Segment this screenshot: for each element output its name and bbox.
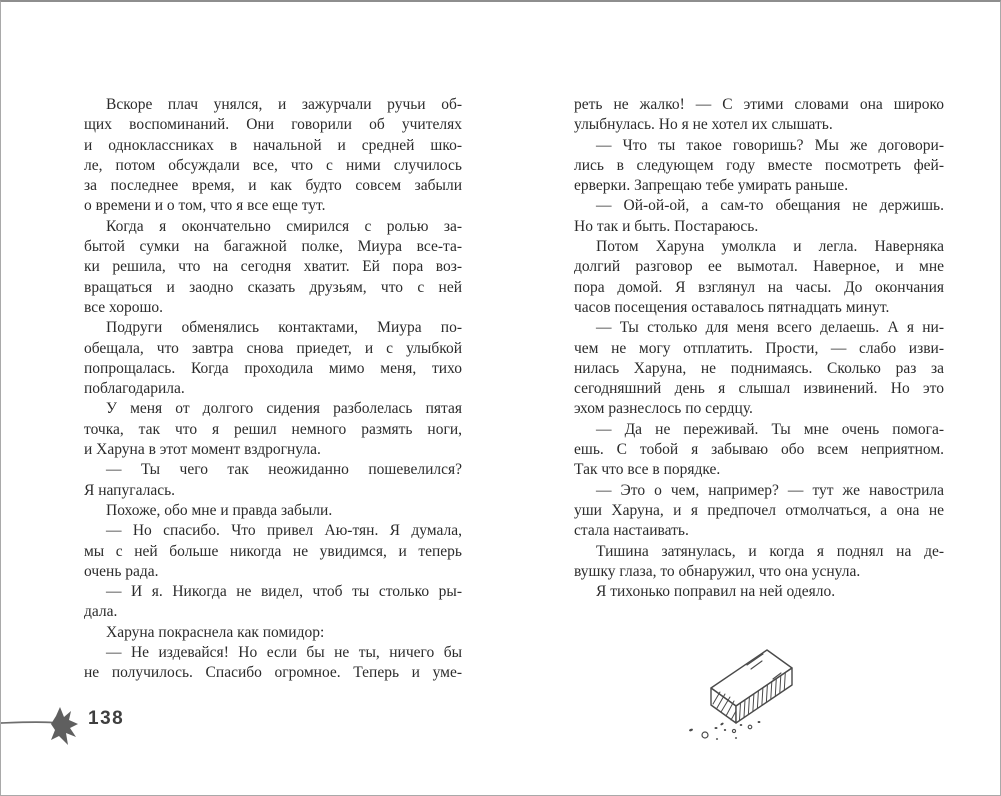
text-line: Я напугалась. bbox=[84, 481, 176, 499]
paragraph bbox=[84, 623, 462, 643]
text-line: — Это о чем, например? — тут же навострила bbox=[596, 481, 944, 499]
text-line: ки решила, что на сегодня хватит. Ей пора воз- bbox=[84, 258, 462, 276]
paragraph bbox=[574, 318, 944, 419]
paragraph bbox=[574, 481, 944, 542]
paragraph bbox=[84, 521, 462, 582]
text-line: Потом Харуна умолкла и легла. Наверняка bbox=[596, 238, 944, 256]
text-line: сегодняшний день я слышал извинений. Но это bbox=[574, 380, 944, 398]
sprig-ornament-icon bbox=[1, 704, 85, 752]
text-line: Похоже, обо мне и правда забыли. bbox=[106, 501, 333, 519]
text-line: Когда я окончательно смирился с ролью за- bbox=[106, 217, 462, 235]
text-line: эхом разнеслось по сердцу. bbox=[574, 400, 753, 418]
text-line: У меня от долгого сидения разболелась пятая bbox=[106, 400, 462, 418]
right-page-text bbox=[574, 95, 944, 602]
text-line: — Но спасибо. Что привел Аю-тян. Я думала, bbox=[106, 522, 462, 540]
text-line: улыбнулась. Но я не хотел их слышать. bbox=[574, 116, 833, 134]
paragraph bbox=[84, 582, 462, 623]
paragraph bbox=[84, 217, 462, 318]
paragraph bbox=[574, 136, 944, 197]
text-line: Подруги обменялись контактами, Миура по- bbox=[106, 319, 462, 337]
text-line: — Что ты такое говоришь? Мы же договори- bbox=[596, 136, 944, 154]
text-line: Вскоре плач унялся, и зажурчали ручьи об- bbox=[106, 96, 462, 113]
left-page-text bbox=[84, 95, 462, 684]
paragraph bbox=[574, 237, 944, 318]
text-line: — И я. Никогда не видел, чтоб ты столько ры- bbox=[106, 583, 462, 601]
paragraph bbox=[574, 95, 944, 136]
paragraph bbox=[574, 420, 944, 481]
text-line: ерверки. Запрещаю тебе умирать раньше. bbox=[574, 177, 849, 195]
text-line: нилась Харуна, не поднимаясь. Сколько раз за bbox=[574, 359, 944, 377]
eraser-crumbs bbox=[689, 721, 760, 740]
text-line: Харуна покраснела как помидор: bbox=[106, 623, 325, 641]
text-line: все хорошо. bbox=[84, 298, 164, 316]
paragraph bbox=[574, 542, 944, 583]
text-line: Но так и быть. Постараюсь. bbox=[574, 217, 759, 235]
text-line: щих воспоминаний. Они говорили об учителях bbox=[84, 116, 462, 134]
text-line: мы с ней больше никогда не увидимся, и теперь bbox=[84, 542, 462, 560]
paragraph bbox=[84, 399, 462, 460]
text-line: поблагодарила. bbox=[84, 380, 185, 398]
eraser-sketch-illustration bbox=[689, 632, 804, 747]
text-line: ле, потом обсуждали все, что с ними случилось bbox=[84, 156, 462, 174]
text-line: — Не издевайся! Но если бы не ты, ничего бы bbox=[106, 644, 462, 662]
text-line: — Ты чего так неожиданно пошевелился? bbox=[106, 461, 462, 479]
paragraph bbox=[84, 501, 462, 521]
text-line: вушку глаза, то обнаружил, что она уснула. bbox=[574, 562, 861, 580]
paragraph bbox=[574, 582, 944, 602]
text-line: за последнее время, и как будто совсем забыли bbox=[84, 177, 462, 195]
paragraph bbox=[84, 318, 462, 399]
text-line: лись в следующем году вместе посмотреть фей- bbox=[574, 156, 944, 174]
text-line: дала. bbox=[84, 603, 118, 621]
text-line: Так что все в порядке. bbox=[574, 461, 721, 479]
text-line: — Ой-ой-ой, а сам-то обещания не держишь. bbox=[596, 197, 944, 215]
text-line: и Харуна в этот момент вздрогнула. bbox=[84, 441, 321, 459]
text-line: попрощалась. Когда проходила мимо меня, тихо bbox=[84, 359, 462, 377]
text-line: — Ты столько для меня всего делаешь. А я ни- bbox=[596, 319, 944, 337]
text-line: пора домой. Я взглянул на часы. До окончания bbox=[574, 278, 944, 296]
text-line: часов посещения оставалось пятнадцать минут. bbox=[574, 298, 890, 316]
text-line: уши Харуна, и я предпочел отмолчаться, а она не bbox=[574, 501, 944, 519]
text-line: вращаться и заодно сказать друзьям, что с ней bbox=[84, 278, 462, 296]
paragraph bbox=[84, 643, 462, 684]
text-line: стала настаивать. bbox=[574, 522, 689, 540]
paragraph bbox=[574, 196, 944, 237]
page-number: 138 bbox=[88, 708, 125, 729]
paragraph bbox=[84, 460, 462, 501]
text-line: долгий разговор ее вымотал. Наверное, и мне bbox=[574, 258, 944, 276]
text-line: точка, так что я решил немного размять ноги, bbox=[84, 420, 462, 438]
text-line: бытой сумки на багажной полке, Миура все-та- bbox=[84, 238, 462, 256]
text-line: — Да не переживай. Ты мне очень помога- bbox=[596, 420, 944, 438]
text-line: ешь. С тобой я забываю обо всем неприятном. bbox=[574, 441, 944, 459]
text-line: очень рада. bbox=[84, 562, 159, 580]
text-line: обещала, что завтра снова приедет, и с улыбкой bbox=[84, 339, 462, 357]
text-line: не получилось. Спасибо огромное. Теперь и уме- bbox=[84, 664, 462, 682]
text-line: Я тихонько поправил на ней одеяло. bbox=[596, 583, 836, 601]
text-line: и одноклассниках в начальной и средней шко- bbox=[84, 136, 462, 154]
text-line: чем не могу отплатить. Прости, — слабо изви- bbox=[574, 339, 944, 357]
paragraph bbox=[84, 95, 462, 217]
text-line: о времени и о том, что я все еще тут. bbox=[84, 197, 326, 215]
text-line: Тишина затянулась, и когда я поднял на де- bbox=[596, 542, 944, 560]
text-line: реть не жалко! — С этими словами она широко bbox=[574, 96, 944, 113]
